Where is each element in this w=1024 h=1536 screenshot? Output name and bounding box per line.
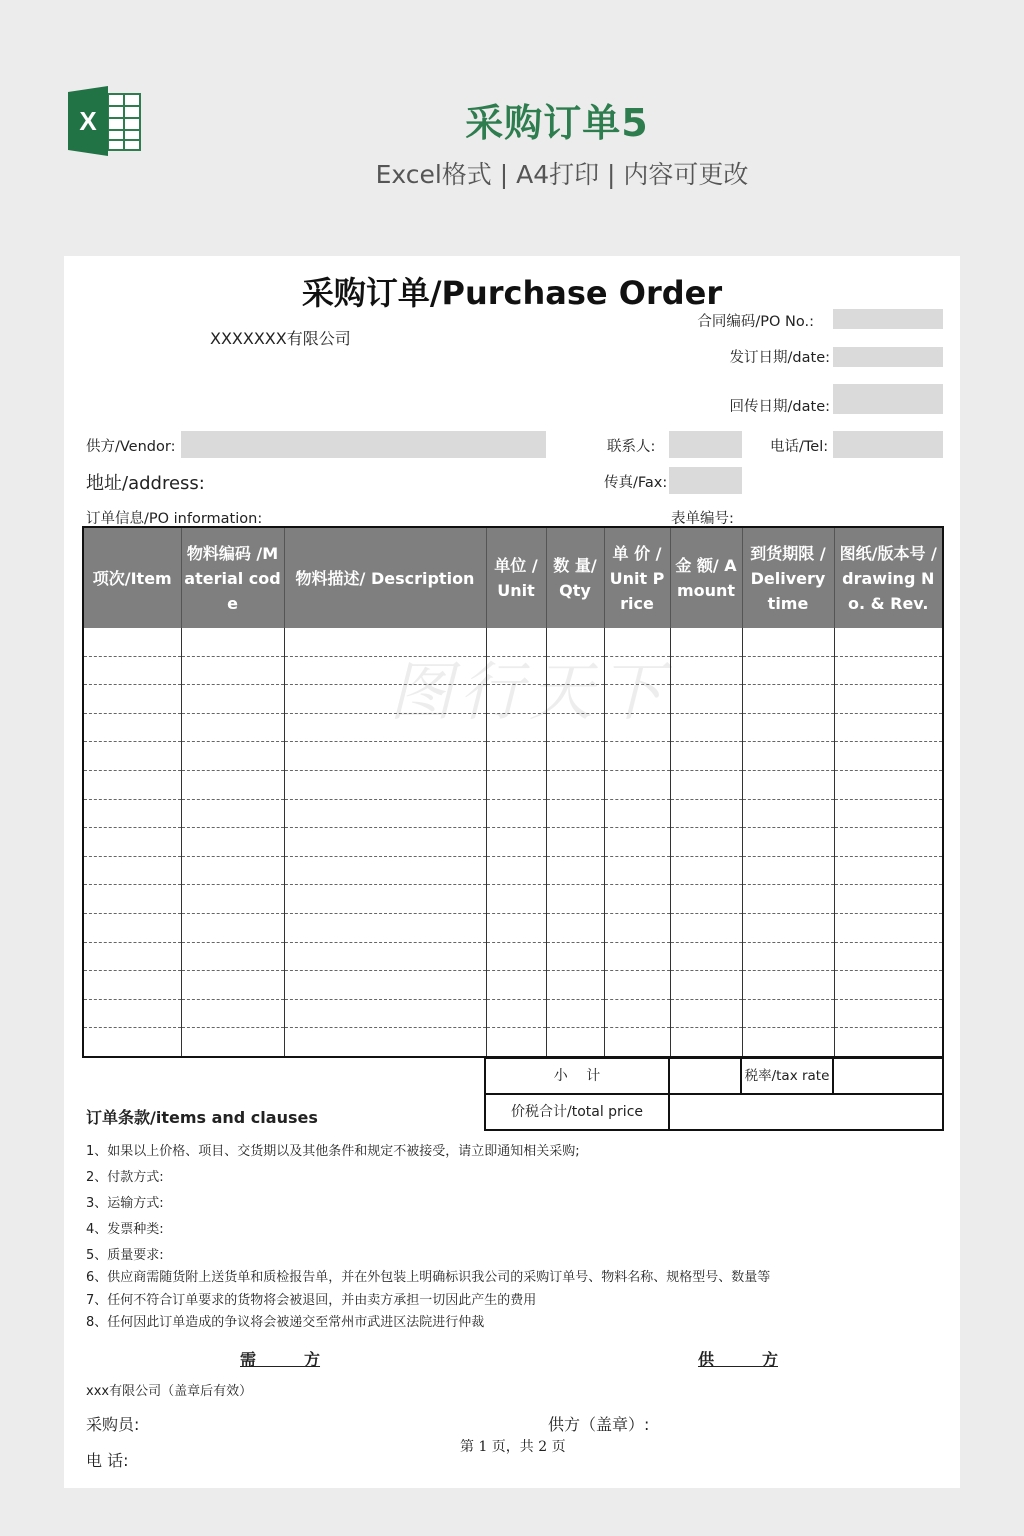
table-cell[interactable] — [83, 885, 181, 914]
banner-title: 采购订单5 — [465, 101, 649, 145]
table-cell[interactable] — [83, 999, 181, 1028]
tel-label: 电话/Tel: — [770, 439, 829, 455]
svg-text:X: X — [79, 106, 97, 136]
table-cell[interactable] — [284, 856, 486, 885]
table-cell[interactable] — [546, 799, 604, 828]
buyer-company: xxx有限公司（盖章后有效） — [86, 1384, 253, 1399]
table-cell[interactable] — [181, 656, 284, 685]
table-cell[interactable] — [486, 999, 546, 1028]
return-date-field[interactable] — [833, 384, 943, 414]
table-cell[interactable] — [604, 828, 670, 857]
table-cell[interactable] — [284, 799, 486, 828]
vendor-label: 供方/Vendor: — [86, 439, 176, 455]
table-cell[interactable] — [546, 828, 604, 857]
table-cell[interactable] — [181, 885, 284, 914]
table-cell[interactable] — [834, 628, 943, 656]
contact-field[interactable] — [669, 431, 742, 458]
table-cell[interactable] — [670, 1028, 742, 1057]
table-cell[interactable] — [670, 713, 742, 742]
table-cell[interactable] — [83, 770, 181, 799]
table-cell[interactable] — [604, 999, 670, 1028]
table-cell[interactable] — [181, 828, 284, 857]
table-cell[interactable] — [604, 770, 670, 799]
table-cell[interactable] — [486, 628, 546, 656]
table-cell[interactable] — [546, 913, 604, 942]
header-unit: 单位 /Unit — [486, 527, 546, 628]
table-cell[interactable] — [670, 999, 742, 1028]
table-cell[interactable] — [284, 942, 486, 971]
items-table — [82, 526, 944, 1058]
table-cell[interactable] — [486, 713, 546, 742]
table-cell[interactable] — [486, 913, 546, 942]
table-cell[interactable] — [181, 1028, 284, 1057]
fax-label: 传真/Fax: — [604, 475, 668, 491]
subtotal-value[interactable] — [669, 1058, 741, 1094]
table-cell[interactable] — [486, 742, 546, 771]
clause-item: 2、付款方式: — [86, 1170, 164, 1185]
table-cell[interactable] — [604, 971, 670, 1000]
table-cell[interactable] — [181, 713, 284, 742]
table-cell[interactable] — [181, 971, 284, 1000]
table-cell[interactable] — [604, 885, 670, 914]
table-cell[interactable] — [604, 713, 670, 742]
table-cell[interactable] — [284, 885, 486, 914]
items-body — [83, 628, 943, 1057]
table-cell[interactable] — [670, 799, 742, 828]
table-cell[interactable] — [834, 999, 943, 1028]
table-cell[interactable] — [284, 999, 486, 1028]
table-cell[interactable] — [604, 1028, 670, 1057]
table-row — [83, 971, 943, 1000]
table-cell[interactable] — [604, 656, 670, 685]
table-cell[interactable] — [670, 685, 742, 714]
contact-label: 联系人: — [607, 439, 656, 455]
clauses-title: 订单条款/items and clauses — [86, 1108, 318, 1127]
table-cell[interactable] — [181, 770, 284, 799]
table-cell[interactable] — [284, 1028, 486, 1057]
table-cell[interactable] — [486, 885, 546, 914]
po-no-field[interactable] — [833, 309, 943, 329]
table-cell[interactable] — [604, 942, 670, 971]
table-cell[interactable] — [742, 828, 834, 857]
table-cell[interactable] — [742, 1028, 834, 1057]
table-row — [83, 656, 943, 685]
table-cell[interactable] — [284, 971, 486, 1000]
document-page — [64, 256, 960, 1488]
page-number: 第 1 页，共 2 页 — [460, 1439, 566, 1455]
table-cell[interactable] — [604, 685, 670, 714]
table-cell[interactable] — [284, 913, 486, 942]
table-row — [83, 913, 943, 942]
table-cell[interactable] — [546, 713, 604, 742]
table-cell[interactable] — [834, 1028, 943, 1057]
table-cell[interactable] — [83, 656, 181, 685]
table-cell[interactable] — [486, 971, 546, 1000]
table-row — [83, 885, 943, 914]
form-no-label: 表单编号: — [671, 511, 734, 527]
total-price-value[interactable] — [669, 1094, 943, 1130]
table-cell[interactable] — [546, 999, 604, 1028]
clause-item: 3、运输方式: — [86, 1196, 164, 1211]
return-date-label: 回传日期/date: — [729, 399, 830, 415]
table-row — [83, 999, 943, 1028]
table-cell[interactable] — [742, 742, 834, 771]
table-cell[interactable] — [83, 828, 181, 857]
table-cell[interactable] — [670, 828, 742, 857]
table-cell[interactable] — [284, 770, 486, 799]
table-cell[interactable] — [546, 1028, 604, 1057]
banner-subtitle: Excel格式 | A4打印 | 内容可更改 — [375, 160, 749, 189]
po-no-label: 合同编码/PO No.: — [697, 314, 814, 330]
header-amount: 金 额/ Amount — [670, 527, 742, 628]
table-cell[interactable] — [604, 742, 670, 771]
table-cell[interactable] — [546, 742, 604, 771]
table-cell[interactable] — [83, 742, 181, 771]
table-cell[interactable] — [834, 971, 943, 1000]
table-cell[interactable] — [670, 942, 742, 971]
table-cell[interactable] — [486, 942, 546, 971]
tax-rate-value[interactable] — [833, 1058, 943, 1094]
tel-field[interactable] — [833, 431, 943, 458]
table-cell[interactable] — [742, 685, 834, 714]
po-info-label: 订单信息/PO information: — [86, 511, 263, 527]
table-cell[interactable] — [546, 971, 604, 1000]
table-cell[interactable] — [834, 685, 943, 714]
table-cell[interactable] — [670, 656, 742, 685]
table-cell[interactable] — [546, 685, 604, 714]
table-cell[interactable] — [284, 628, 486, 656]
table-cell[interactable] — [546, 885, 604, 914]
clause-item: 8、任何因此订单造成的争议将会被递交至常州市武进区法院进行仲裁 — [86, 1315, 485, 1330]
table-cell[interactable] — [834, 856, 943, 885]
header-item: 项次/Item — [83, 527, 181, 628]
table-cell[interactable] — [83, 971, 181, 1000]
table-row — [83, 1028, 943, 1057]
table-cell[interactable] — [181, 913, 284, 942]
table-row — [83, 742, 943, 771]
table-cell[interactable] — [834, 799, 943, 828]
tax-rate-label: 税率/tax rate — [741, 1058, 833, 1094]
table-cell[interactable] — [83, 1028, 181, 1057]
company-name: XXXXXXX有限公司 — [210, 329, 351, 348]
table-cell[interactable] — [742, 942, 834, 971]
table-cell[interactable] — [670, 856, 742, 885]
table-cell[interactable] — [181, 685, 284, 714]
table-cell[interactable] — [742, 971, 834, 1000]
table-row — [83, 685, 943, 714]
buyer-person-label: 采购员: — [86, 1415, 140, 1434]
table-cell[interactable] — [181, 999, 284, 1028]
address-label: 地址/address: — [86, 473, 205, 494]
total-price-label: 价税合计/total price — [485, 1094, 669, 1130]
table-cell[interactable] — [546, 656, 604, 685]
table-cell[interactable] — [670, 628, 742, 656]
table-cell[interactable] — [834, 742, 943, 771]
table-cell[interactable] — [604, 856, 670, 885]
table-cell[interactable] — [604, 799, 670, 828]
table-cell[interactable] — [284, 742, 486, 771]
vendor-field[interactable] — [181, 431, 546, 458]
table-row — [83, 770, 943, 799]
totals-table — [484, 1057, 944, 1131]
watermark: 图行天下 — [389, 656, 669, 730]
table-cell[interactable] — [486, 828, 546, 857]
header-unit-price: 单 价 /Unit Price — [604, 527, 670, 628]
table-cell[interactable] — [742, 799, 834, 828]
clause-item: 4、发票种类: — [86, 1222, 164, 1237]
header-drawing-rev: 图纸/版本号 /drawing No. & Rev. — [834, 527, 943, 628]
clause-item: 6、供应商需随货附上送货单和质检报告单，并在外包装上明确标识我公司的采购订单号、物料名称、规格型号、数量等 — [86, 1270, 771, 1285]
table-cell[interactable] — [181, 628, 284, 656]
table-cell[interactable] — [181, 856, 284, 885]
table-row — [83, 856, 943, 885]
table-cell[interactable] — [181, 742, 284, 771]
table-cell[interactable] — [742, 913, 834, 942]
header-qty: 数 量/ Qty — [546, 527, 604, 628]
header-material-code: 物料编码 /Material code — [181, 527, 284, 628]
table-cell[interactable] — [181, 942, 284, 971]
table-cell[interactable] — [742, 656, 834, 685]
table-cell[interactable] — [284, 685, 486, 714]
buyer-heading: 需 方 — [240, 1350, 321, 1369]
header-description: 物料描述/ Description — [284, 527, 486, 628]
table-cell[interactable] — [546, 856, 604, 885]
table-cell[interactable] — [742, 713, 834, 742]
table-cell[interactable] — [486, 770, 546, 799]
table-cell[interactable] — [486, 1028, 546, 1057]
subtotal-label: 小 计 — [485, 1058, 669, 1094]
table-cell[interactable] — [670, 971, 742, 1000]
table-cell[interactable] — [83, 799, 181, 828]
clause-item: 1、如果以上价格、项目、交货期以及其他条件和规定不被接受，请立即通知相关采购; — [86, 1144, 580, 1159]
supplier-heading: 供 方 — [698, 1350, 779, 1369]
table-cell[interactable] — [83, 856, 181, 885]
table-cell[interactable] — [83, 628, 181, 656]
header-delivery-time: 到货期限 /Delivery time — [742, 527, 834, 628]
table-row — [83, 628, 943, 656]
phone-label: 电 话: — [86, 1451, 129, 1470]
table-cell[interactable] — [834, 885, 943, 914]
table-cell[interactable] — [546, 770, 604, 799]
table-header-row — [83, 527, 943, 628]
table-cell[interactable] — [742, 856, 834, 885]
fax-field[interactable] — [669, 467, 742, 494]
table-cell[interactable] — [670, 742, 742, 771]
table-cell[interactable] — [670, 770, 742, 799]
table-cell[interactable] — [670, 885, 742, 914]
table-cell[interactable] — [181, 799, 284, 828]
table-row — [83, 942, 943, 971]
supplier-seal-label: 供方（盖章）: — [548, 1415, 650, 1434]
table-cell[interactable] — [834, 770, 943, 799]
table-cell[interactable] — [742, 885, 834, 914]
table-cell[interactable] — [670, 913, 742, 942]
table-cell[interactable] — [742, 628, 834, 656]
table-cell[interactable] — [83, 942, 181, 971]
table-cell[interactable] — [284, 713, 486, 742]
table-cell[interactable] — [284, 828, 486, 857]
table-cell[interactable] — [604, 628, 670, 656]
table-cell[interactable] — [834, 713, 943, 742]
table-cell[interactable] — [834, 913, 943, 942]
table-cell[interactable] — [604, 913, 670, 942]
table-cell[interactable] — [284, 656, 486, 685]
table-cell[interactable] — [834, 828, 943, 857]
table-cell[interactable] — [742, 770, 834, 799]
table-cell[interactable] — [486, 856, 546, 885]
table-cell[interactable] — [834, 656, 943, 685]
table-cell[interactable] — [742, 999, 834, 1028]
table-cell[interactable] — [83, 685, 181, 714]
table-cell[interactable] — [834, 942, 943, 971]
table-cell[interactable] — [486, 799, 546, 828]
table-cell[interactable] — [83, 713, 181, 742]
document-title: 采购订单/Purchase Order — [301, 274, 723, 312]
clause-item: 7、任何不符合订单要求的货物将会被退回，并由卖方承担一切因此产生的费用 — [86, 1293, 537, 1308]
clause-item: 5、质量要求: — [86, 1248, 164, 1263]
table-row — [83, 713, 943, 742]
issue-date-field[interactable] — [833, 347, 943, 367]
table-row — [83, 828, 943, 857]
issue-date-label: 发订日期/date: — [729, 350, 830, 366]
table-cell[interactable] — [486, 685, 546, 714]
table-row — [83, 799, 943, 828]
table-cell[interactable] — [486, 656, 546, 685]
table-cell[interactable] — [546, 628, 604, 656]
table-cell[interactable] — [546, 942, 604, 971]
table-cell[interactable] — [83, 913, 181, 942]
